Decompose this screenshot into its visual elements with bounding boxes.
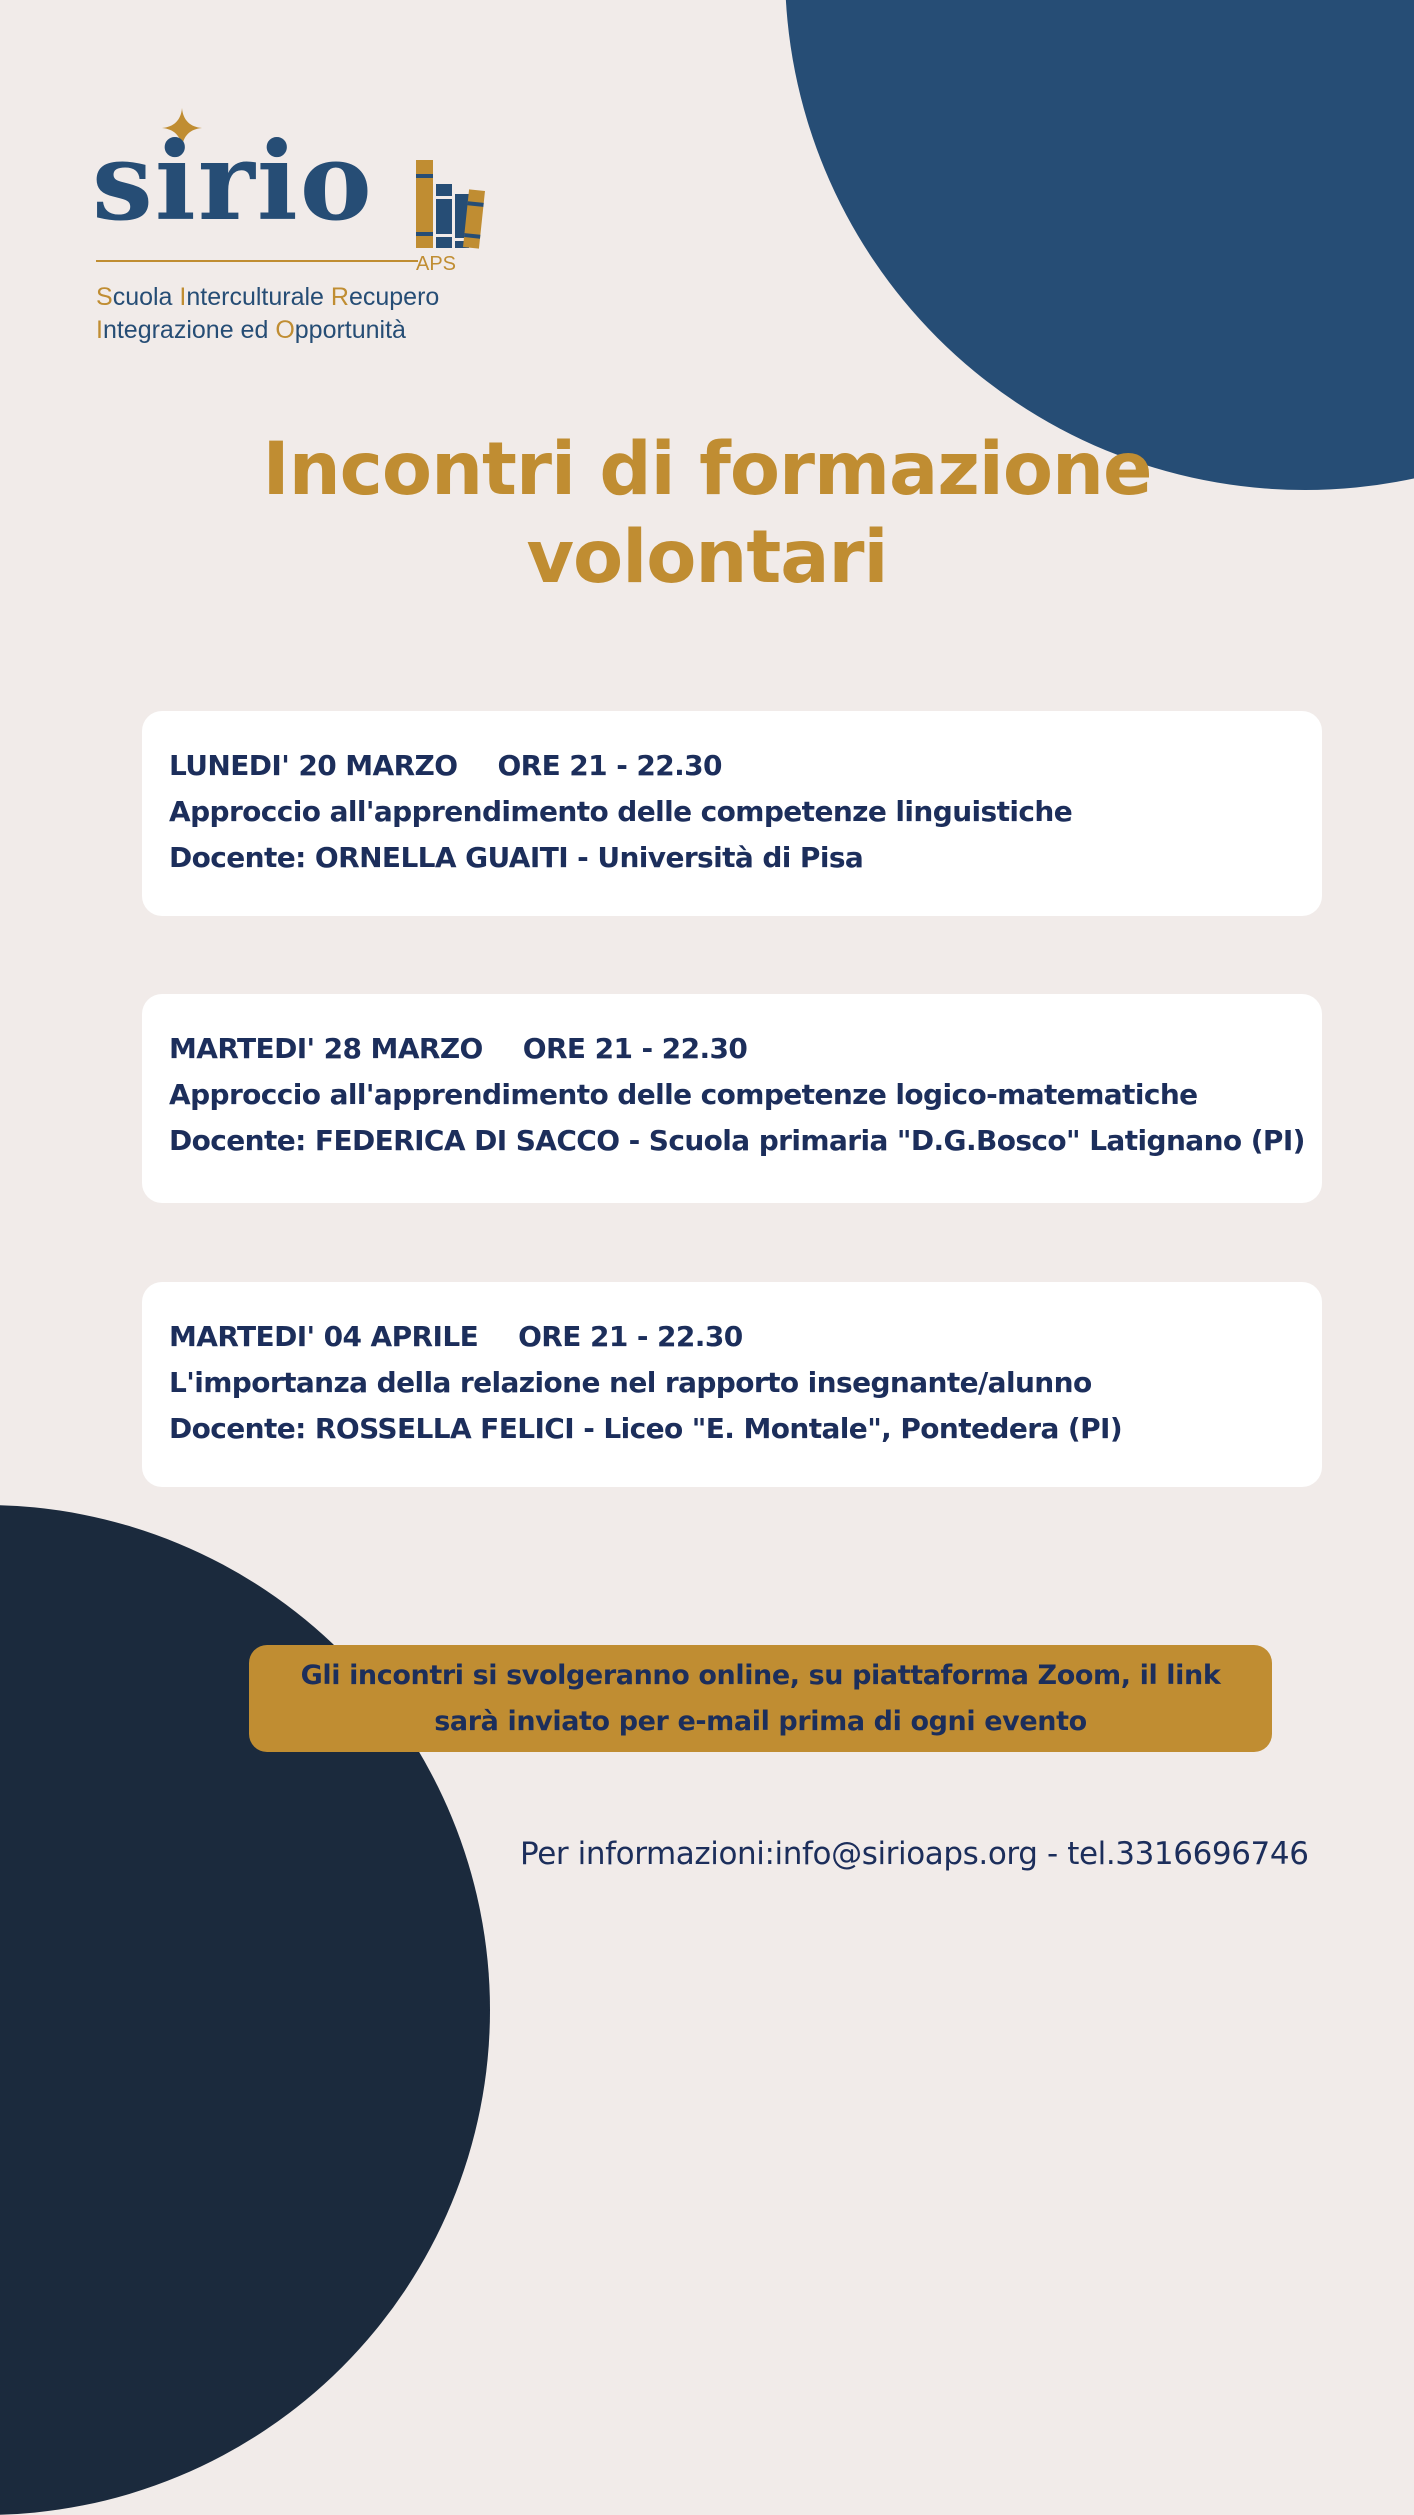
event-topic: Approccio all'apprendimento delle competenze logico-matematiche — [169, 1078, 1198, 1111]
books-icon — [414, 158, 486, 250]
page-title-line1: Incontri di formazione — [262, 427, 1152, 512]
event-date: MARTEDI' 04 APRILE — [169, 1320, 479, 1353]
logo-subtitle-line1: Scuola Interculturale Recupero — [96, 283, 440, 311]
event-topic: L'importanza della relazione nel rapporto insegnante/alunno — [169, 1366, 1092, 1399]
event-card — [142, 994, 1322, 1203]
online-notice-banner — [249, 1645, 1272, 1752]
logo-aps-label: APS — [416, 253, 457, 275]
logo-divider — [96, 260, 418, 262]
event-schedule — [169, 1314, 1322, 1360]
logo-wordmark: sirio — [92, 119, 374, 245]
sirio-logo — [92, 108, 496, 358]
notice-line1: Gli incontri si svolgeranno online, su piattaforma Zoom, il link — [300, 1659, 1221, 1691]
event-date: LUNEDI' 20 MARZO — [169, 749, 458, 782]
decorative-circle-top-right — [785, 0, 1414, 490]
event-time: ORE 21 - 22.30 — [522, 1032, 748, 1065]
event-teacher: Docente: ORNELLA GUAITI - Università di Pisa — [169, 841, 864, 874]
event-teacher: Docente: FEDERICA DI SACCO - Scuola primaria "D.G.Bosco" Latignano (PI) — [169, 1124, 1305, 1157]
event-card — [142, 711, 1322, 916]
logo-subtitle-line2: Integrazione ed Opportunità — [96, 316, 406, 344]
notice-line2: sarà inviato per e-mail prima di ogni evento — [434, 1705, 1087, 1737]
event-date: MARTEDI' 28 MARZO — [169, 1032, 483, 1065]
event-schedule — [169, 743, 1322, 789]
event-schedule — [169, 1026, 1322, 1072]
contact-info: Per informazioni:info@sirioaps.org - tel.3316696746 — [520, 1836, 1309, 1872]
event-teacher: Docente: ROSSELLA FELICI - Liceo "E. Montale", Pontedera (PI) — [169, 1412, 1123, 1445]
event-time: ORE 21 - 22.30 — [518, 1320, 743, 1353]
event-topic: Approccio all'apprendimento delle competenze linguistiche — [169, 795, 1073, 828]
event-card — [142, 1282, 1322, 1487]
page-title-line2: volontari — [526, 515, 888, 600]
event-time: ORE 21 - 22.30 — [497, 749, 722, 782]
